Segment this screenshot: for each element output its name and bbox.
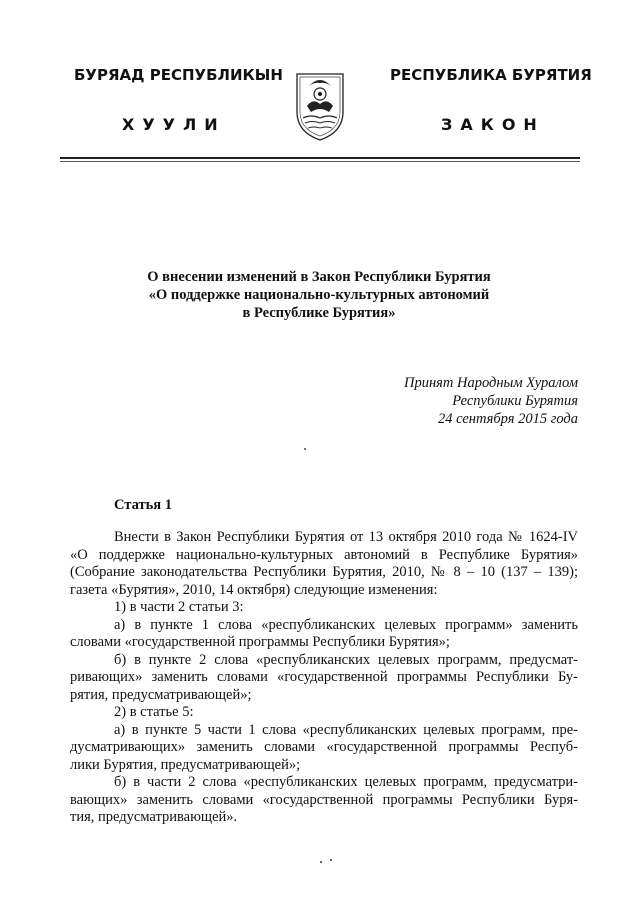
adoption-date: 24 сентября 2015 года [437, 411, 578, 427]
title-line: О внесении изменений в Закон Республики Бурятия [147, 269, 491, 285]
body-line: словами «государственной программы Республики Бурятия»; [70, 634, 450, 650]
adoption-note [404, 374, 578, 428]
body-line: тия, предусматривающей». [70, 809, 238, 825]
article-body [70, 529, 578, 827]
body-line: дусматривающих» заменить словами «государственной программы Респуб- [70, 739, 578, 755]
title-line: «О поддержке национально-культурных автономий [148, 287, 490, 303]
document-title [120, 268, 518, 322]
body-line: а) в пункте 5 части 1 слова «республиканских целевых программ, пре- [114, 721, 578, 738]
body-line: 1) в части 2 статьи 3: [114, 599, 244, 615]
header-buryat-republic: БУРЯАД РЕСПУБЛИКЫН [74, 66, 283, 84]
body-line: вающих» заменить словами «государственной программы Республики Буря- [70, 791, 578, 808]
body-line: а) в пункте 1 слова «республиканских целевых программ» заменить [114, 616, 578, 633]
body-line: газета «Бурятия», 2010, 14 октября) следующие изменения: [70, 581, 438, 598]
scan-speck [320, 861, 322, 863]
coat-of-arms-emblem [293, 70, 347, 142]
header-divider-thin [60, 161, 580, 162]
body-line: лики Бурятия, предусматривающей»; [70, 756, 301, 773]
title-line: в Республике Бурятия» [242, 305, 396, 321]
body-line: Внести в Закон Республики Бурятия от 13 октября 2010 года № 1624-IV [114, 529, 578, 545]
adoption-line: Принят Народным Хуралом [403, 375, 578, 391]
body-line: б) в части 2 слова «республиканских целевых программ, предусматри- [114, 774, 578, 790]
header-khuuli: ХУУЛИ [122, 115, 226, 134]
scan-speck [304, 448, 306, 450]
body-line: рятия, предусматривающей»; [70, 686, 252, 703]
article-heading: Статья 1 [114, 497, 172, 513]
body-line: ривающих» заменить словами «государственной программы Республики Бу- [70, 669, 578, 685]
scan-speck [330, 859, 332, 861]
body-line: (Собрание законодательства Республики Бурятия, 2010, № 8 – 10 (137 – 139); [70, 564, 578, 580]
header-divider-thick [60, 157, 580, 159]
body-line: «О поддержке национально-культурных автономий в Республике Бурятия» [70, 546, 578, 563]
body-line: б) в пункте 2 слова «республиканских целевых программ, предусмат- [114, 651, 578, 668]
header-zakon: ЗАКОН [441, 115, 545, 134]
body-line: 2) в статье 5: [114, 704, 194, 720]
adoption-line: Республики Бурятия [452, 393, 578, 409]
header-republic-buryatia: РЕСПУБЛИКА БУРЯТИЯ [390, 66, 592, 84]
